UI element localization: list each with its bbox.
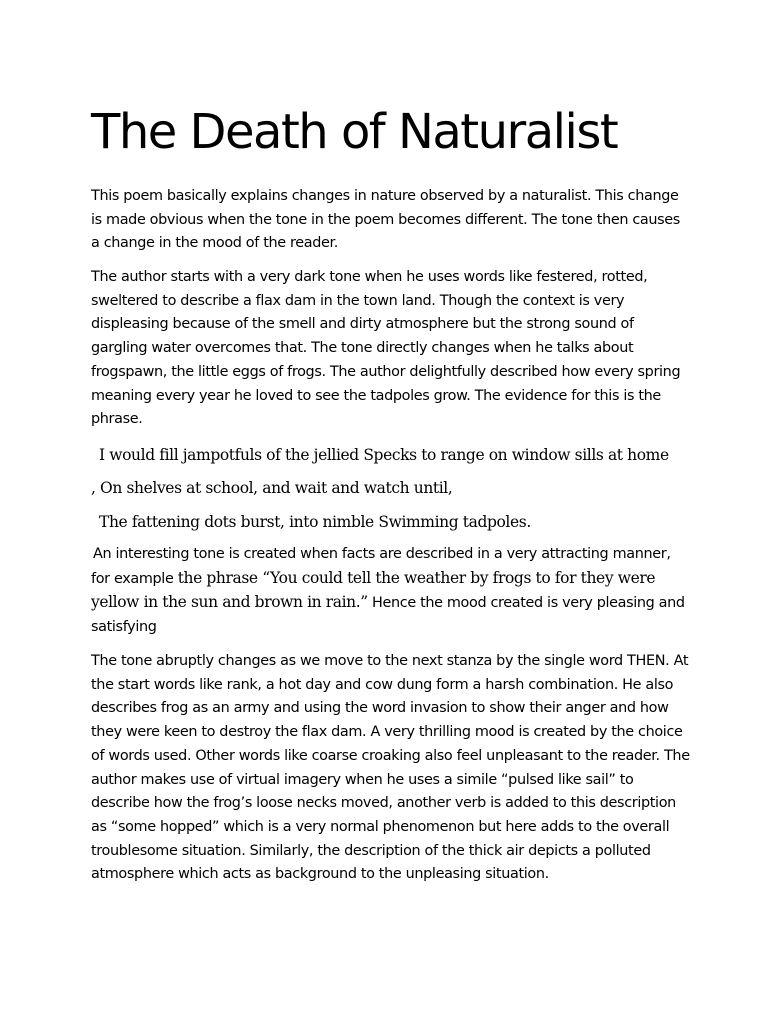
dark-tone-paragraph: The author starts with a very dark tone when he uses words like festered, rotted, sweltered to describe a flax dam in the town land. Though the context is very displeasing because of the smell and dirty atmosphere but the strong sound of gargling water overcomes that. The tone directly changes when he talks about frogspawn, the little eggs of frogs. The author delightfully described how every spring meaning every year he loved to see the tadpoles grow. The evidence for this is the phrase. (91, 269, 681, 428)
document-title: The Death of Naturalist (91, 104, 618, 160)
abrupt-change-paragraph: The tone abruptly changes as we move to the next stanza by the single word THEN. At the start words like rank, a hot day and cow dung form a harsh combination. He also describes frog as an army and using the word invasion to show their anger and how they were keen to destroy the flax dam. A very thrilling mood is created by the choice of words used. Other words like coarse croaking also feel unpleasant to the reader. The author makes use of virtual imagery when he uses a simile “pulsed like sail” to describe how the frog’s loose necks moved, another verb is added to this description as “some hopped” which is a very normal phenomenon but here adds to the overall troublesome situation. Similarly, the description of the thick air depicts a polluted atmosphere which acts as background to the unpleasing situation. (91, 653, 690, 883)
interesting-tone-lead: An interesting tone is created when facts are described in a very attracting manner, for example (91, 546, 671, 587)
interesting-tone-tail: Hence the mood created is very pleasing and satisfying (91, 595, 685, 636)
poem-quote-line-1: I would fill jampotfuls of the jellied Specks to range on window sills at home (99, 446, 669, 464)
intro-paragraph: This poem basically explains changes in nature observed by a naturalist. This change is made obvious when the tone in the poem becomes different. The tone then causes a change in the mood of the reader. (91, 188, 680, 252)
poem-quote-line-2: , On shelves at school, and wait and watch until, (91, 479, 453, 497)
poem-quote-line-3: The fattening dots burst, into nimble Swimming tadpoles. (99, 513, 531, 531)
weather-quote: the phrase “You could tell the weather by frogs to for they were yellow in the sun and brown in rain.” (91, 568, 656, 612)
interesting-tone-paragraph (91, 543, 691, 640)
